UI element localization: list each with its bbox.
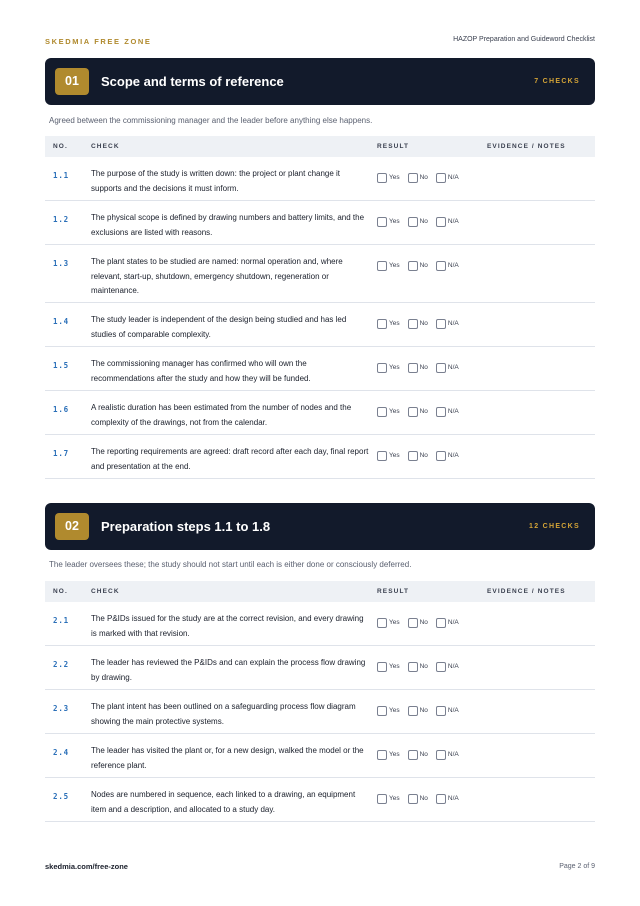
page-header xyxy=(45,36,595,48)
checklist-table-02 xyxy=(45,581,595,822)
checkbox-yes[interactable] xyxy=(377,407,387,417)
table-row xyxy=(45,778,595,822)
check-text: The purpose of the study is written down: the project or plant change it supports and the decisions it must inform. xyxy=(91,169,341,193)
checkbox-na[interactable] xyxy=(436,363,446,373)
result-option-no[interactable] xyxy=(408,614,428,626)
checkbox-yes[interactable] xyxy=(377,217,387,227)
result-option-na[interactable] xyxy=(436,359,459,371)
section-check-count: 7 CHECKS xyxy=(534,78,580,85)
result-options xyxy=(377,702,467,714)
result-option-na[interactable] xyxy=(436,403,459,415)
table-row xyxy=(45,690,595,734)
result-option-no[interactable] xyxy=(408,702,428,714)
column-header-check: CHECK xyxy=(91,143,120,150)
checkbox-label-na: N/A xyxy=(447,751,459,759)
result-option-no[interactable] xyxy=(408,315,428,327)
checkbox-no[interactable] xyxy=(408,363,418,373)
checkbox-no[interactable] xyxy=(408,261,418,271)
evidence-notes-field[interactable] xyxy=(487,784,587,814)
table-row xyxy=(45,157,595,201)
checkbox-yes[interactable] xyxy=(377,173,387,183)
checkbox-label-no: No xyxy=(419,707,428,715)
checkbox-yes[interactable] xyxy=(377,261,387,271)
result-option-na[interactable] xyxy=(436,790,459,802)
column-header-evidence: EVIDENCE / NOTES xyxy=(487,143,566,150)
checkbox-label-na: N/A xyxy=(447,452,459,460)
result-option-na[interactable] xyxy=(436,213,459,225)
check-number: 2.1 xyxy=(53,616,69,625)
checkbox-label-na: N/A xyxy=(447,320,459,328)
checkbox-no[interactable] xyxy=(408,750,418,760)
checkbox-na[interactable] xyxy=(436,319,446,329)
evidence-notes-field[interactable] xyxy=(487,397,587,427)
check-text: The leader has reviewed the P&IDs and can explain the process flow drawing by drawing. xyxy=(91,658,366,682)
result-option-na[interactable] xyxy=(436,447,459,459)
evidence-notes-field[interactable] xyxy=(487,251,587,281)
result-options xyxy=(377,315,467,327)
checkbox-yes[interactable] xyxy=(377,363,387,373)
result-option-yes[interactable] xyxy=(377,790,400,802)
check-text: A realistic duration has been estimated from the number of nodes and the complexity of the drawings, not from the calendar. xyxy=(91,403,352,427)
checkbox-label-yes: Yes xyxy=(389,663,400,671)
result-option-yes[interactable] xyxy=(377,315,400,327)
result-options xyxy=(377,359,467,371)
checkbox-na[interactable] xyxy=(436,173,446,183)
checkbox-yes[interactable] xyxy=(377,451,387,461)
result-option-na[interactable] xyxy=(436,614,459,626)
check-number: 2.4 xyxy=(53,748,69,757)
checkbox-label-no: No xyxy=(419,795,428,803)
result-option-no[interactable] xyxy=(408,169,428,181)
table-row xyxy=(45,201,595,245)
checkbox-no[interactable] xyxy=(408,407,418,417)
checkbox-na[interactable] xyxy=(436,618,446,628)
checkbox-na[interactable] xyxy=(436,407,446,417)
result-option-no[interactable] xyxy=(408,403,428,415)
result-option-no[interactable] xyxy=(408,359,428,371)
section-title: Scope and terms of reference xyxy=(101,74,284,89)
result-option-yes[interactable] xyxy=(377,614,400,626)
section-intro: Agreed between the commissioning manager and the leader before anything else happens. xyxy=(49,116,373,125)
section-header-01 xyxy=(45,58,595,105)
checkbox-label-no: No xyxy=(419,320,428,328)
checkbox-label-yes: Yes xyxy=(389,320,400,328)
result-option-no[interactable] xyxy=(408,447,428,459)
result-options xyxy=(377,403,467,415)
checkbox-yes[interactable] xyxy=(377,794,387,804)
checkbox-label-yes: Yes xyxy=(389,364,400,372)
checkbox-na[interactable] xyxy=(436,794,446,804)
checkbox-no[interactable] xyxy=(408,173,418,183)
checkbox-label-no: No xyxy=(419,408,428,416)
check-number: 1.3 xyxy=(53,259,69,268)
result-option-na[interactable] xyxy=(436,315,459,327)
checkbox-no[interactable] xyxy=(408,706,418,716)
result-options xyxy=(377,447,467,459)
checkbox-label-yes: Yes xyxy=(389,408,400,416)
checkbox-no[interactable] xyxy=(408,618,418,628)
checkbox-yes[interactable] xyxy=(377,750,387,760)
checkbox-label-na: N/A xyxy=(447,364,459,372)
checkbox-yes[interactable] xyxy=(377,706,387,716)
checkbox-label-yes: Yes xyxy=(389,707,400,715)
checkbox-label-no: No xyxy=(419,218,428,226)
result-options xyxy=(377,790,467,802)
table-header xyxy=(45,581,595,602)
checkbox-label-no: No xyxy=(419,663,428,671)
check-text: The commissioning manager has confirmed who will own the recommendations after the study and how they will be funded. xyxy=(91,359,311,383)
result-option-no[interactable] xyxy=(408,658,428,670)
result-option-yes[interactable] xyxy=(377,658,400,670)
section-number: 02 xyxy=(55,513,89,540)
checkbox-label-na: N/A xyxy=(447,262,459,270)
result-options xyxy=(377,746,467,758)
checkbox-no[interactable] xyxy=(408,662,418,672)
result-option-na[interactable] xyxy=(436,169,459,181)
checkbox-label-yes: Yes xyxy=(389,174,400,182)
checkbox-na[interactable] xyxy=(436,662,446,672)
check-text: The leader has visited the plant or, for a new design, walked the model or the reference plant. xyxy=(91,746,364,770)
table-row xyxy=(45,303,595,347)
checkbox-label-yes: Yes xyxy=(389,452,400,460)
evidence-notes-field[interactable] xyxy=(487,309,587,339)
checkbox-no[interactable] xyxy=(408,319,418,329)
result-option-yes[interactable] xyxy=(377,746,400,758)
evidence-notes-field[interactable] xyxy=(487,696,587,726)
table-row xyxy=(45,435,595,479)
checkbox-label-no: No xyxy=(419,262,428,270)
result-option-yes[interactable] xyxy=(377,447,400,459)
column-header-evidence: EVIDENCE / NOTES xyxy=(487,588,566,595)
checklist-table-01 xyxy=(45,136,595,479)
check-number: 2.5 xyxy=(53,792,69,801)
check-text: Nodes are numbered in sequence, each linked to a drawing, an equipment item and a description, and allocated to a study day. xyxy=(91,790,356,814)
check-number: 1.4 xyxy=(53,317,69,326)
checkbox-label-na: N/A xyxy=(447,795,459,803)
result-option-yes[interactable] xyxy=(377,403,400,415)
checkbox-label-na: N/A xyxy=(447,174,459,182)
checkbox-label-yes: Yes xyxy=(389,795,400,803)
checkbox-label-no: No xyxy=(419,751,428,759)
table-row xyxy=(45,602,595,646)
result-options xyxy=(377,257,467,269)
section-number: 01 xyxy=(55,68,89,95)
checkbox-na[interactable] xyxy=(436,750,446,760)
evidence-notes-field[interactable] xyxy=(487,163,587,193)
result-options xyxy=(377,614,467,626)
checkbox-label-na: N/A xyxy=(447,408,459,416)
check-number: 1.6 xyxy=(53,405,69,414)
check-text: The plant states to be studied are named: normal operation and, where relevant, start-up, shutdown, emergency shutdown, regeneration or maintenance. xyxy=(91,257,343,295)
checkbox-label-na: N/A xyxy=(447,707,459,715)
result-option-yes[interactable] xyxy=(377,257,400,269)
checkbox-no[interactable] xyxy=(408,794,418,804)
checkbox-na[interactable] xyxy=(436,451,446,461)
checkbox-label-no: No xyxy=(419,174,428,182)
evidence-notes-field[interactable] xyxy=(487,608,587,638)
checkbox-label-yes: Yes xyxy=(389,751,400,759)
checkbox-yes[interactable] xyxy=(377,662,387,672)
checkbox-no[interactable] xyxy=(408,451,418,461)
evidence-notes-field[interactable] xyxy=(487,740,587,770)
checkbox-na[interactable] xyxy=(436,706,446,716)
result-option-yes[interactable] xyxy=(377,359,400,371)
check-number: 2.2 xyxy=(53,660,69,669)
check-text: The reporting requirements are agreed: draft record after each day, final report and presentation at the end. xyxy=(91,447,369,471)
column-header-no: NO. xyxy=(53,588,68,595)
checkbox-label-na: N/A xyxy=(447,619,459,627)
check-text: The study leader is independent of the design being studied and has led studies of comparable complexity. xyxy=(91,315,347,339)
brand-name: SKEDMIA FREE ZONE xyxy=(45,37,152,46)
document-title: HAZOP Preparation and Guideword Checklist xyxy=(453,36,595,43)
section-check-count: 12 CHECKS xyxy=(529,523,580,530)
table-row xyxy=(45,646,595,690)
evidence-notes-field[interactable] xyxy=(487,652,587,682)
section-header-02 xyxy=(45,503,595,550)
check-number: 1.1 xyxy=(53,171,69,180)
checkbox-label-na: N/A xyxy=(447,218,459,226)
column-header-check: CHECK xyxy=(91,588,120,595)
section-intro: The leader oversees these; the study should not start until each is either done or consciously deferred. xyxy=(49,560,412,569)
check-number: 1.5 xyxy=(53,361,69,370)
check-text: The P&IDs issued for the study are at the correct revision, and every drawing is marked with that revision. xyxy=(91,614,364,638)
checkbox-label-yes: Yes xyxy=(389,619,400,627)
result-option-yes[interactable] xyxy=(377,169,400,181)
result-option-na[interactable] xyxy=(436,658,459,670)
check-text: The physical scope is defined by drawing numbers and battery limits, and the exclusions are listed with reasons. xyxy=(91,213,365,237)
table-row xyxy=(45,391,595,435)
footer-url[interactable]: skedmia.com/free-zone xyxy=(45,862,128,871)
checkbox-no[interactable] xyxy=(408,217,418,227)
table-row xyxy=(45,245,595,303)
check-text: The plant intent has been outlined on a safeguarding process flow diagram showing the main protective systems. xyxy=(91,702,356,726)
result-option-na[interactable] xyxy=(436,702,459,714)
section-title: Preparation steps 1.1 to 1.8 xyxy=(101,519,271,534)
check-number: 1.7 xyxy=(53,449,69,458)
column-header-no: NO. xyxy=(53,143,68,150)
checkbox-label-no: No xyxy=(419,364,428,372)
checkbox-label-no: No xyxy=(419,452,428,460)
result-option-yes[interactable] xyxy=(377,213,400,225)
checkbox-label-yes: Yes xyxy=(389,262,400,270)
result-option-na[interactable] xyxy=(436,746,459,758)
checkbox-yes[interactable] xyxy=(377,319,387,329)
checkbox-na[interactable] xyxy=(436,217,446,227)
result-option-no[interactable] xyxy=(408,790,428,802)
result-options xyxy=(377,658,467,670)
page-number: Page 2 of 9 xyxy=(559,863,595,870)
result-option-no[interactable] xyxy=(408,213,428,225)
evidence-notes-field[interactable] xyxy=(487,353,587,383)
table-row xyxy=(45,347,595,391)
check-number: 2.3 xyxy=(53,704,69,713)
checkbox-label-yes: Yes xyxy=(389,218,400,226)
table-row xyxy=(45,734,595,778)
result-option-no[interactable] xyxy=(408,257,428,269)
result-options xyxy=(377,213,467,225)
result-options xyxy=(377,169,467,181)
column-header-result: RESULT xyxy=(377,588,410,595)
checkbox-label-no: No xyxy=(419,619,428,627)
result-option-no[interactable] xyxy=(408,746,428,758)
evidence-notes-field[interactable] xyxy=(487,207,587,237)
table-header xyxy=(45,136,595,157)
check-number: 1.2 xyxy=(53,215,69,224)
result-option-yes[interactable] xyxy=(377,702,400,714)
checkbox-label-na: N/A xyxy=(447,663,459,671)
evidence-notes-field[interactable] xyxy=(487,441,587,471)
checkbox-na[interactable] xyxy=(436,261,446,271)
column-header-result: RESULT xyxy=(377,143,410,150)
checkbox-yes[interactable] xyxy=(377,618,387,628)
result-option-na[interactable] xyxy=(436,257,459,269)
